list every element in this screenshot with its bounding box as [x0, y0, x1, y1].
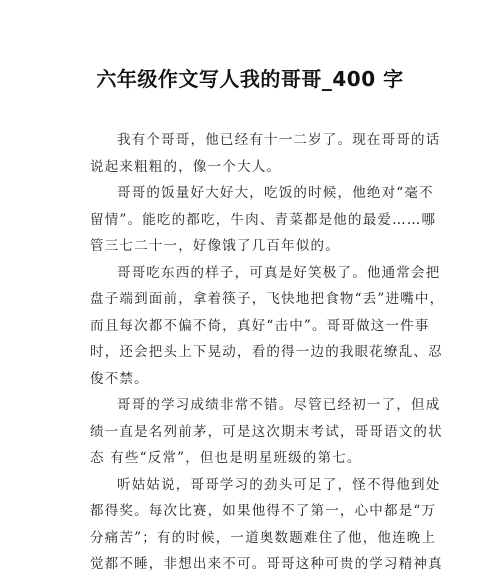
paragraph-line: 态 有些“反常”，但也是明星班级的第七。: [90, 450, 362, 466]
document-title: 六年级作文写人我的哥哥_400 字: [96, 67, 404, 91]
paragraph-line: 绩一直是名列前茅，可是这次期末考试，哥哥语文的状: [90, 424, 443, 440]
paragraph-line: 哥哥吃东西的样子，可真是好笑极了。他通常会把: [117, 265, 441, 281]
paragraph-line: 哥哥的饭量好大好大，吃饭的时候，他绝对“毫不: [117, 185, 434, 201]
paragraph-line: 留情”。能吃的都吃，牛肉、青菜都是他的最爱……哪: [90, 212, 437, 228]
paragraph-line: 都得奖。每次比赛，如果他得不了第一，心中都是“万: [90, 503, 437, 519]
paragraph-line: 觉都不睡，非想出来不可。哥哥这种可贵的学习精神真: [90, 556, 443, 572]
paragraph-line: 说起来粗粗的，像一个大人。: [90, 159, 282, 175]
paragraph-line: 盘子端到面前，拿着筷子，飞快地把食物“丢”进嘴中，: [90, 291, 445, 307]
paragraph-line: 而且每次都不偏不倚，真好“击中”。哥哥做这一件事: [90, 318, 430, 334]
paragraph-line: 时，还会把头上下晃动，看的得一边的我眼花缭乱、忍: [90, 344, 443, 360]
paragraph-line: 俊不禁。: [90, 371, 149, 387]
paragraph-line: 分痛苦”；有的时候，一道奥数题难住了他，他连晚上: [90, 530, 437, 546]
paragraph-line: 管三七二十一，好像饿了几百年似的。: [90, 238, 340, 254]
paragraph-line: 哥哥的学习成绩非常不错。尽管已经初一了，但成: [117, 397, 441, 413]
paragraph-line: 听姑姑说，哥哥学习的劲头可足了，怪不得他到处: [117, 477, 441, 493]
paragraph-line: 我有个哥哥，他已经有十一二岁了。现在哥哥的话: [117, 132, 441, 148]
